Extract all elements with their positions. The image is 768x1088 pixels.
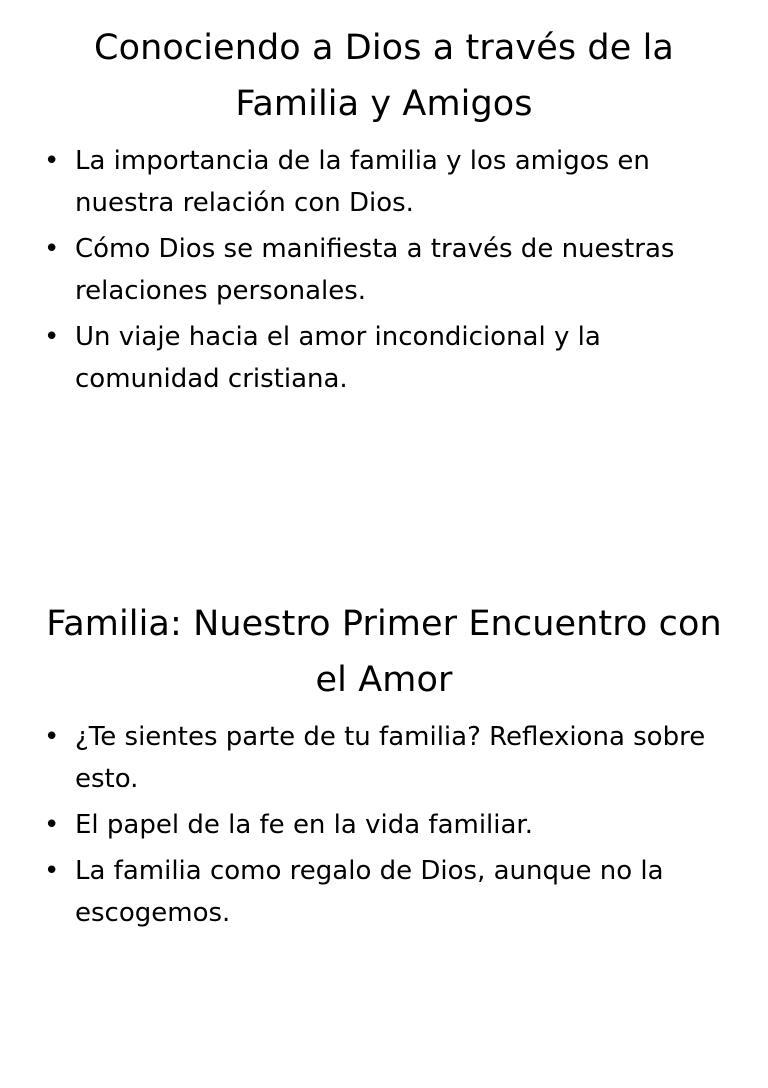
bullet-item [40,316,728,400]
bullet-list [40,140,728,404]
bullet-text: La familia como regalo de Dios, aunque no la escogemos. [75,856,664,928]
bullet-item [40,140,728,224]
bullet-icon: • [44,146,60,176]
slide-title: Conociendo a Dios a través de la Familia y Amigos [94,28,674,124]
slide-2 [0,576,768,1088]
bullet-text: Cómo Dios se manifiesta a través de nuestras relaciones personales. [75,234,675,306]
bullet-text: El papel de la fe en la vida familiar. [75,810,533,840]
bullet-item [40,850,728,934]
bullet-item [40,716,728,800]
bullet-icon: • [44,322,60,352]
bullet-text: La importancia de la familia y los amigos en nuestra relación con Dios. [75,146,650,218]
bullet-icon: • [44,722,60,752]
bullet-icon: • [44,234,60,264]
slide-title: Familia: Nuestro Primer Encuentro con el Amor [46,604,722,700]
bullet-text: Un viaje hacia el amor incondicional y la comunidad cristiana. [75,322,601,394]
bullet-icon: • [44,856,60,886]
bullet-item [40,228,728,312]
slide-1 [0,0,768,512]
bullet-item [40,804,728,846]
bullet-list [40,716,728,938]
bullet-text: ¿Te sientes parte de tu familia? Reflexiona sobre esto. [75,722,706,794]
bullet-icon: • [44,810,60,840]
